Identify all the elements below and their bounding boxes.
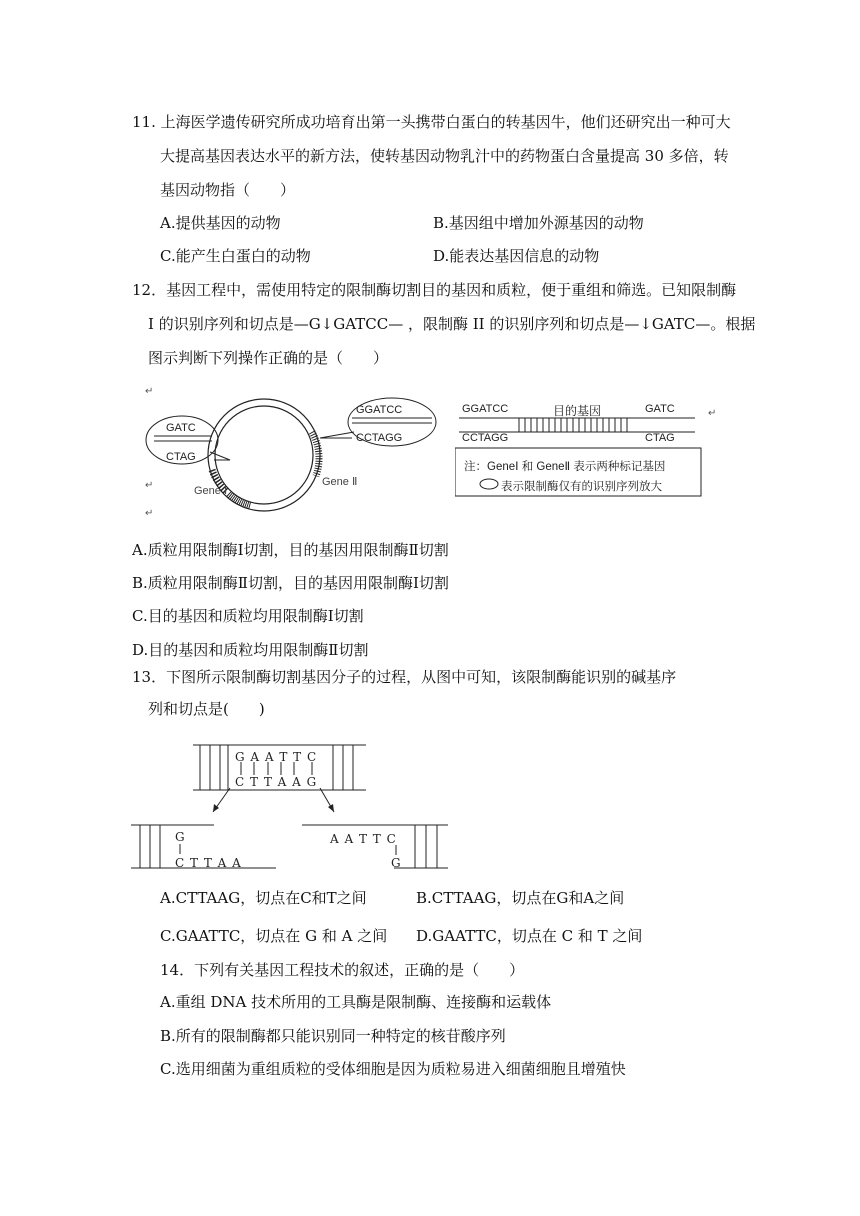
q13-stem-line1: 13．下图所示限制酶切割基因分子的过程，从图中可知，该限制酶能识别的碱基序 (132, 668, 677, 686)
q12-fig-cctagg-label: CCTAGG (356, 432, 403, 444)
q12-fig-right-top-seq: GATC (645, 403, 675, 415)
q11-stem-line2: 大提高基因表达水平的新方法，使转基因动物乳汁中的药物蛋白含量提高 30 多倍，转 (160, 147, 729, 165)
return-mark: ↵ (145, 508, 154, 519)
q12-fig-gene2-label: Gene Ⅱ (322, 476, 358, 488)
q12-fig-target-gene-label: 目的基因 (553, 404, 602, 418)
q11-option-c: C.能产生白蛋白的动物 (160, 247, 311, 265)
q13-left-g: G (175, 830, 185, 844)
q13-right-seq: A A T T C (330, 832, 397, 846)
q12-fig-note-line1: 注：GeneⅠ 和 GeneⅡ 表示两种标记基因 (464, 461, 666, 473)
q14-option-c: C.选用细菌为重组质粒的受体细胞是因为质粒易进入细菌细胞且增殖快 (160, 1060, 626, 1078)
q11-option-b: B.基因组中增加外源基因的动物 (433, 214, 644, 232)
q13-option-c: C.GAATTC，切点在 G 和 A 之间 (160, 927, 388, 945)
q14-stem: 14．下列有关基因工程技术的叙述，正确的是（ ） (160, 961, 525, 979)
q13-option-a: A.CTTAAG，切点在C和T之间 (160, 889, 367, 907)
return-mark: ↵ (145, 480, 154, 491)
q12-option-a: A.质粒用限制酶Ⅰ切割，目的基因用限制酶Ⅱ切割 (132, 541, 449, 559)
q12-fig-gene1-label: Gene Ⅰ (194, 485, 228, 497)
q11-option-d: D.能表达基因信息的动物 (433, 247, 600, 265)
q11-option-a: A.提供基因的动物 (160, 214, 281, 232)
q12-fig-gatc-label: GATC (166, 422, 196, 434)
q12-stem-line1: 12．基因工程中，需使用特定的限制酶切割目的基因和质粒，便于重组和筛选。已知限制酶 (132, 281, 737, 299)
q12-fig-ctag-label: CTAG (166, 451, 196, 463)
q12-fig-right-bottom-seq: CTAG (645, 432, 675, 444)
q13-option-b: B.CTTAAG，切点在G和A之间 (416, 889, 625, 907)
q12-stem-line2: I 的识别序列和切点是—G↓GATCC— ，限制酶 II 的识别序列和切点是—↓GATC—。根据 (148, 315, 756, 333)
q14-option-b: B.所有的限制酶都只能识别同一种特定的核苷酸序列 (160, 1027, 506, 1045)
q12-option-d: D.目的基因和质粒均用限制酶Ⅱ切割 (132, 641, 369, 659)
q13-stem-line2: 列和切点是( ) (148, 700, 265, 718)
q13-option-d: D.GAATTC，切点在 C 和 T 之间 (416, 927, 643, 945)
q13-bottom-strand-seq: C T T A A G (235, 775, 318, 789)
q12-fig-note-line2: 表示限制酶仅有的识别序列放大 (501, 481, 662, 493)
q12-option-c: C.目的基因和质粒均用限制酶Ⅰ切割 (132, 607, 364, 625)
q12-stem-line3: 图示判断下列操作正确的是（ ） (148, 349, 389, 367)
q13-right-g: G (391, 856, 401, 870)
q11-stem-line1: 11. 上海医学遗传研究所成功培育出第一头携带白蛋白的转基因牛，他们还研究出一种可大 (132, 113, 731, 131)
q13-top-strand-seq: G A A T T C (235, 750, 318, 764)
q11-stem-line3: 基因动物指（ ） (160, 181, 296, 199)
q13-left-seq: C T T A A (175, 856, 242, 870)
q12-fig-left-top-seq: GGATCC (462, 403, 509, 415)
q12-fig-ggatcc-label: GGATCC (356, 404, 403, 416)
q12-fig-left-bottom-seq: CCTAGG (462, 432, 509, 444)
q14-option-a: A.重组 DNA 技术所用的工具酶是限制酶、连接酶和运载体 (160, 993, 552, 1011)
return-mark: ↵ (708, 408, 717, 419)
return-mark: ↵ (145, 386, 154, 397)
q12-option-b: B.质粒用限制酶Ⅱ切割，目的基因用限制酶Ⅰ切割 (132, 574, 449, 592)
